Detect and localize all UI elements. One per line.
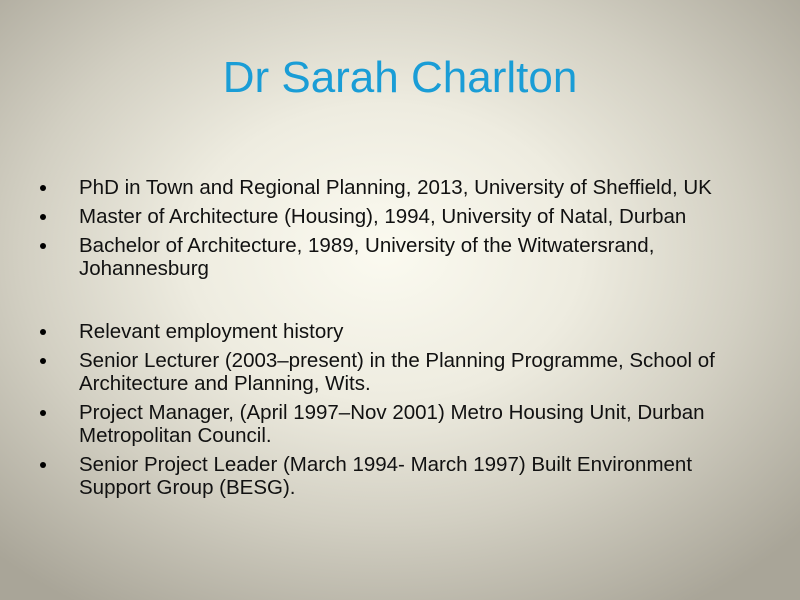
bullet-item-senior-lecturer	[38, 349, 738, 395]
bullet-text: Senior Project Leader (March 1994- March 1997) Built Environment Support Group (BESG).	[79, 453, 693, 499]
bullet-dot-icon	[40, 410, 46, 416]
bullet-item-bachelor	[38, 234, 738, 280]
bullet-item-project-manager	[38, 401, 738, 447]
bullet-dot-icon	[40, 243, 46, 249]
bullet-dot-icon	[40, 329, 46, 335]
bullet-text: Bachelor of Architecture, 1989, University of the Witwatersrand, Johannesburg	[79, 234, 655, 280]
bullet-text: Relevant employment history	[79, 320, 344, 343]
bullet-dot-icon	[40, 462, 46, 468]
bullet-item-project-leader	[38, 453, 738, 499]
bullet-text: Project Manager, (April 1997–Nov 2001) Metro Housing Unit, Durban Metropolitan Council.	[79, 401, 705, 447]
bullet-item-phd	[38, 176, 738, 199]
bullet-dot-icon	[40, 214, 46, 220]
bullet-text: Senior Lecturer (2003–present) in the Planning Programme, School of Architecture and Planning, Wits.	[79, 349, 715, 395]
bullet-list	[38, 176, 738, 505]
bullet-dot-icon	[40, 358, 46, 364]
bullet-item-masters	[38, 205, 738, 228]
bullet-item-employment-heading	[38, 320, 738, 343]
bullet-dot-icon	[40, 185, 46, 191]
bullet-text: Master of Architecture (Housing), 1994, University of Natal, Durban	[79, 205, 687, 228]
slide-title: Dr Sarah Charlton	[222, 53, 578, 102]
bullet-text: PhD in Town and Regional Planning, 2013, University of Sheffield, UK	[79, 176, 712, 199]
